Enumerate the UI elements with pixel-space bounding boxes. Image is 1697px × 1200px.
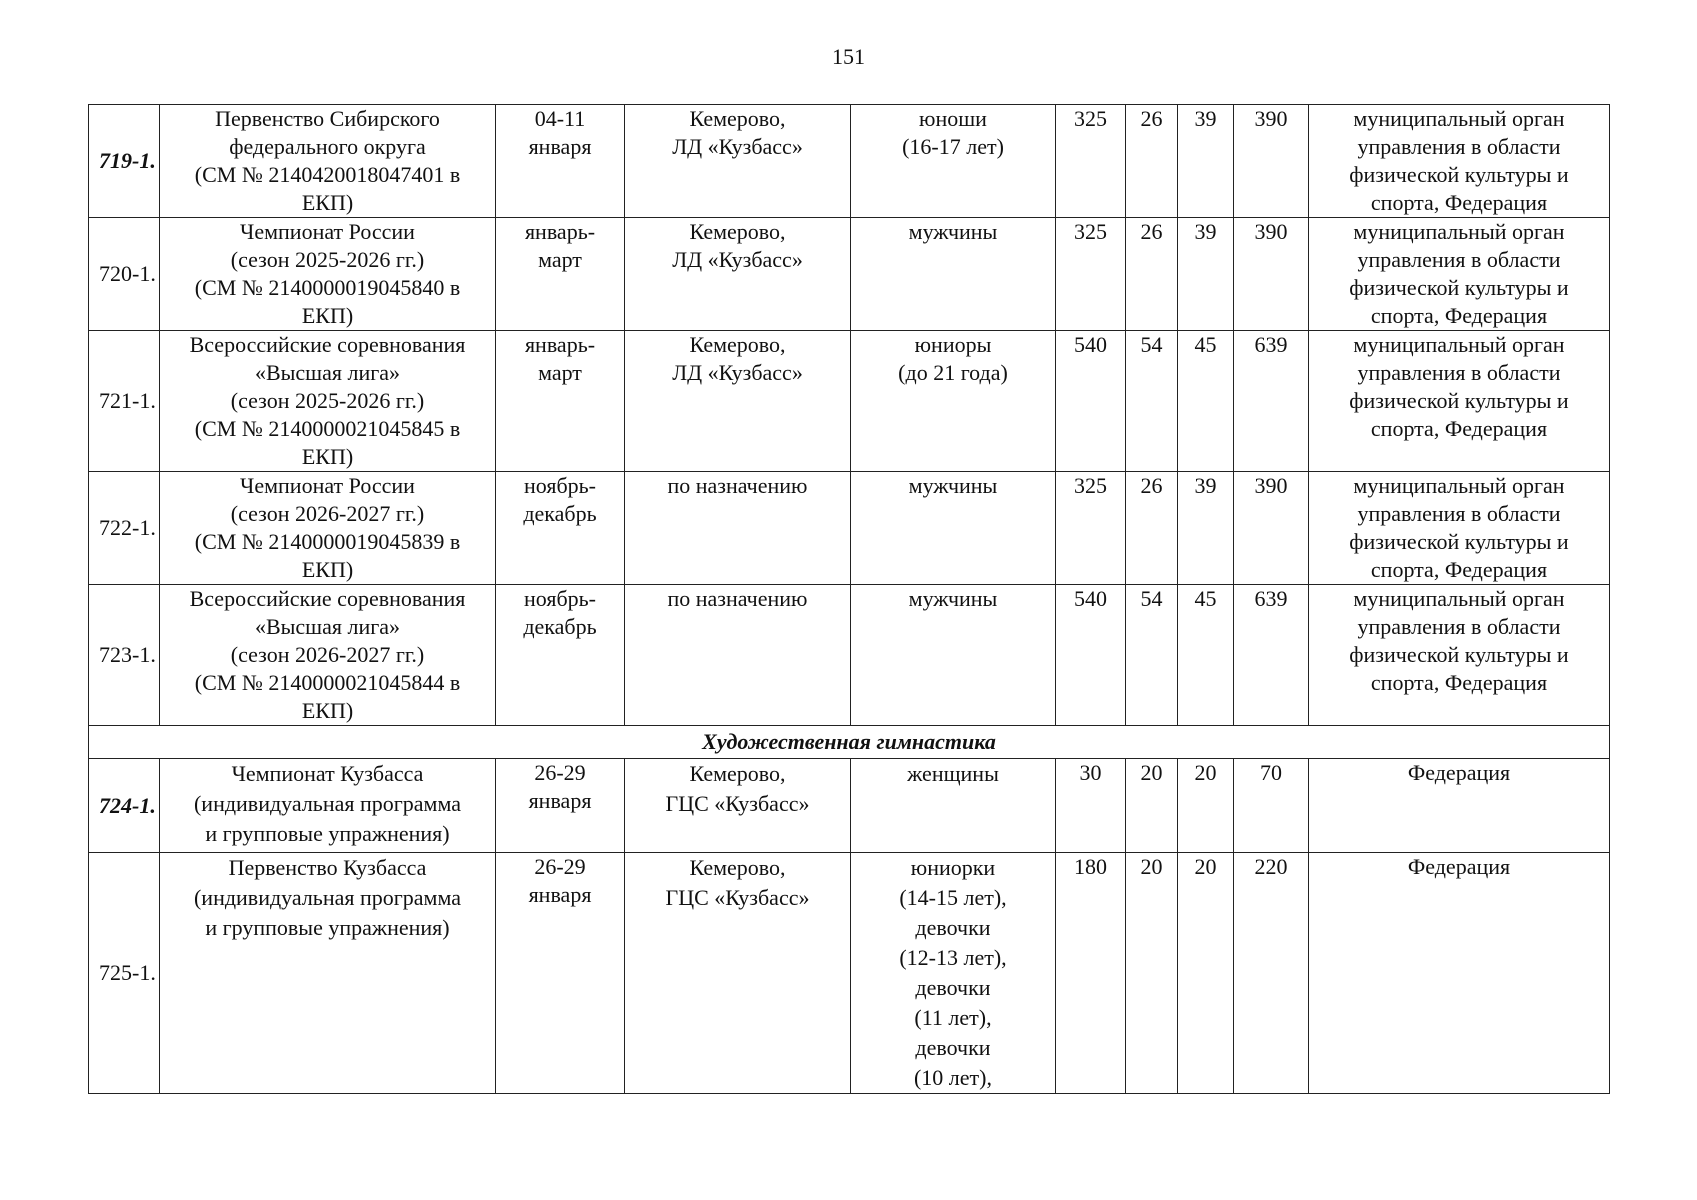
organizer: муниципальный орган управления в области физической культуры и спорта, Федерация bbox=[1309, 331, 1610, 472]
row-number: 725-1. bbox=[89, 853, 160, 1094]
count-2: 20 bbox=[1126, 759, 1178, 853]
row-number: 724-1. bbox=[89, 759, 160, 853]
section-header-row bbox=[89, 726, 1610, 759]
participant-group: мужчины bbox=[851, 472, 1056, 585]
participant-group: юниоры (до 21 года) bbox=[851, 331, 1056, 472]
table-body-before bbox=[89, 105, 1610, 726]
row-number: 721-1. bbox=[89, 331, 160, 472]
event-name: Первенство Кузбасса (индивидуальная программа и групповые упражнения) bbox=[160, 853, 496, 1094]
count-2: 54 bbox=[1126, 331, 1178, 472]
count-2: 20 bbox=[1126, 853, 1178, 1094]
count-total: 639 bbox=[1234, 585, 1309, 726]
count-3: 45 bbox=[1178, 331, 1234, 472]
event-place: по назначению bbox=[625, 472, 851, 585]
row-number: 722-1. bbox=[89, 472, 160, 585]
organizer: муниципальный орган управления в области физической культуры и спорта, Федерация bbox=[1309, 105, 1610, 218]
table-row bbox=[89, 105, 1610, 218]
participant-group: мужчины bbox=[851, 218, 1056, 331]
event-name: Первенство Сибирского федерального округа (СМ № 2140420018047401 в ЕКП) bbox=[160, 105, 496, 218]
table-row bbox=[89, 218, 1610, 331]
table-row bbox=[89, 759, 1610, 853]
count-3: 45 bbox=[1178, 585, 1234, 726]
count-2: 26 bbox=[1126, 472, 1178, 585]
count-total: 70 bbox=[1234, 759, 1309, 853]
event-name: Всероссийские соревнования «Высшая лига» (сезон 2026-2027 гг.) (СМ № 2140000021045844 в ЕКП) bbox=[160, 585, 496, 726]
table-body-after bbox=[89, 759, 1610, 1094]
count-1: 325 bbox=[1056, 218, 1126, 331]
event-dates: 26-29 января bbox=[496, 759, 625, 853]
count-total: 639 bbox=[1234, 331, 1309, 472]
organizer: муниципальный орган управления в области физической культуры и спорта, Федерация bbox=[1309, 585, 1610, 726]
count-1: 30 bbox=[1056, 759, 1126, 853]
event-dates: январь- март bbox=[496, 331, 625, 472]
organizer: Федерация bbox=[1309, 853, 1610, 1094]
count-1: 540 bbox=[1056, 585, 1126, 726]
count-3: 20 bbox=[1178, 759, 1234, 853]
table-row bbox=[89, 472, 1610, 585]
count-3: 20 bbox=[1178, 853, 1234, 1094]
participant-group: женщины bbox=[851, 759, 1056, 853]
count-total: 390 bbox=[1234, 105, 1309, 218]
event-dates: 04-11 января bbox=[496, 105, 625, 218]
organizer: Федерация bbox=[1309, 759, 1610, 853]
event-place: Кемерово, ЛД «Кузбасс» bbox=[625, 331, 851, 472]
count-1: 540 bbox=[1056, 331, 1126, 472]
row-number: 719-1. bbox=[89, 105, 160, 218]
count-3: 39 bbox=[1178, 472, 1234, 585]
count-1: 325 bbox=[1056, 105, 1126, 218]
participant-group: юниорки (14-15 лет), девочки (12-13 лет), девочки (11 лет), девочки (10 лет), bbox=[851, 853, 1056, 1094]
count-2: 26 bbox=[1126, 218, 1178, 331]
event-dates: ноябрь- декабрь bbox=[496, 585, 625, 726]
count-2: 54 bbox=[1126, 585, 1178, 726]
event-name: Чемпионат России (сезон 2026-2027 гг.) (СМ № 2140000019045839 в ЕКП) bbox=[160, 472, 496, 585]
event-place: Кемерово, ГЦС «Кузбасс» bbox=[625, 853, 851, 1094]
row-number: 720-1. bbox=[89, 218, 160, 331]
participant-group: мужчины bbox=[851, 585, 1056, 726]
events-table bbox=[88, 104, 1610, 1094]
count-2: 26 bbox=[1126, 105, 1178, 218]
page-number: 151 bbox=[832, 44, 865, 69]
count-3: 39 bbox=[1178, 218, 1234, 331]
event-place: Кемерово, ГЦС «Кузбасс» bbox=[625, 759, 851, 853]
event-dates: ноябрь- декабрь bbox=[496, 472, 625, 585]
table-row bbox=[89, 331, 1610, 472]
event-name: Чемпионат Кузбасса (индивидуальная программа и групповые упражнения) bbox=[160, 759, 496, 853]
event-place: по назначению bbox=[625, 585, 851, 726]
count-1: 180 bbox=[1056, 853, 1126, 1094]
organizer: муниципальный орган управления в области физической культуры и спорта, Федерация bbox=[1309, 218, 1610, 331]
row-number: 723-1. bbox=[89, 585, 160, 726]
event-name: Чемпионат России (сезон 2025-2026 гг.) (СМ № 2140000019045840 в ЕКП) bbox=[160, 218, 496, 331]
count-total: 220 bbox=[1234, 853, 1309, 1094]
event-place: Кемерово, ЛД «Кузбасс» bbox=[625, 218, 851, 331]
count-total: 390 bbox=[1234, 218, 1309, 331]
section-header-body bbox=[89, 726, 1610, 759]
participant-group: юноши (16-17 лет) bbox=[851, 105, 1056, 218]
count-total: 390 bbox=[1234, 472, 1309, 585]
count-3: 39 bbox=[1178, 105, 1234, 218]
event-place: Кемерово, ЛД «Кузбасс» bbox=[625, 105, 851, 218]
organizer: муниципальный орган управления в области физической культуры и спорта, Федерация bbox=[1309, 472, 1610, 585]
event-dates: 26-29 января bbox=[496, 853, 625, 1094]
table-row bbox=[89, 853, 1610, 1094]
count-1: 325 bbox=[1056, 472, 1126, 585]
section-title: Художественная гимнастика bbox=[89, 726, 1610, 759]
event-dates: январь- март bbox=[496, 218, 625, 331]
event-name: Всероссийские соревнования «Высшая лига» (сезон 2025-2026 гг.) (СМ № 2140000021045845 в ЕКП) bbox=[160, 331, 496, 472]
table-row bbox=[89, 585, 1610, 726]
